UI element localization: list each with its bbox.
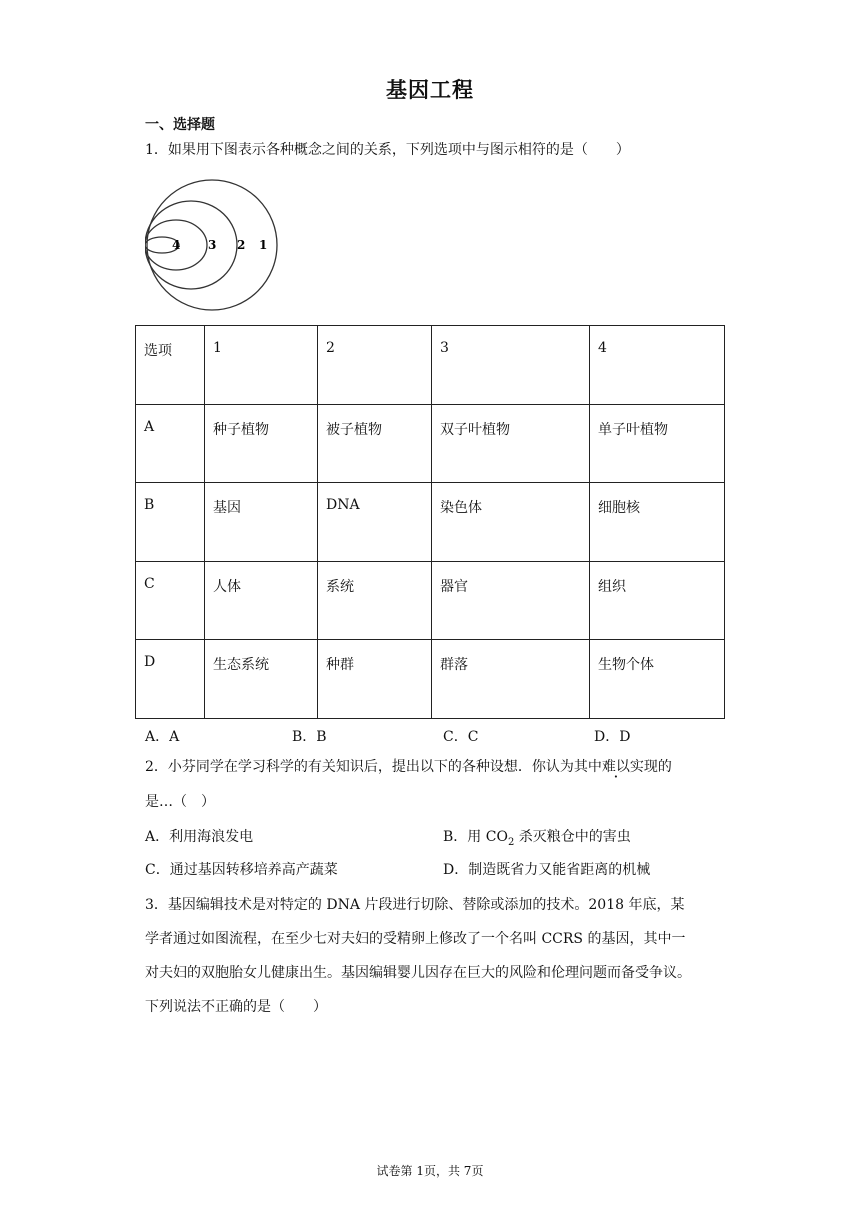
q2-emphasis: 难以 [601,759,630,775]
table-cell: 生物个体 [590,640,725,719]
table-cell: 选项 [136,326,205,405]
question-1-stem: 1．如果用下图表示各种概念之间的关系，下列选项中与图示相符的是（ ） [145,142,630,158]
table-cell: 器官 [432,561,590,640]
section-heading: 一、选择题 [145,117,215,133]
q2-choice-d[interactable]: D．制造既省力又能省距离的机械 [443,862,651,878]
table-row [136,561,725,640]
concept-label-4: 4 [172,238,181,252]
table-row [136,483,725,562]
options-table [135,325,725,719]
table-cell: 单子叶植物 [590,404,725,483]
table-cell: A [136,404,205,483]
table-cell: 种群 [318,640,432,719]
page-footer: 试卷第 1页，共 7页 [376,1164,484,1178]
q2-choice-b[interactable] [443,827,631,853]
q1-choice-a[interactable]: A．A [145,729,180,745]
table-cell: 双子叶植物 [432,404,590,483]
table-cell: C [136,561,205,640]
table-cell: 组织 [590,561,725,640]
table-cell: DNA [318,483,432,562]
table-cell: 细胞核 [590,483,725,562]
table-cell: D [136,640,205,719]
table-cell: 生态系统 [205,640,318,719]
table-cell: 群落 [432,640,590,719]
table-cell: 2 [318,326,432,405]
q1-choice-d[interactable]: D．D [594,729,631,745]
table-row [136,404,725,483]
table-cell: 被子植物 [318,404,432,483]
table-row [136,640,725,719]
concept-ellipse-2 [145,201,237,289]
q2-choice-b-pre: B．用 CO [443,829,508,845]
question-3-line-1: 3．基因编辑技术是对特定的 DNA 片段进行切除、替除或添加的技术。2018 年底，某 [145,897,685,913]
table-cell: 种子植物 [205,404,318,483]
question-3-line-4: 下列说法不正确的是（ ） [145,999,327,1015]
page-title: 基因工程 [386,78,474,102]
q2-choice-c[interactable]: C．通过基因转移培养高产蔬菜 [145,862,338,878]
table-cell: 系统 [318,561,432,640]
table-cell: B [136,483,205,562]
table-cell: 基因 [205,483,318,562]
table-cell: 4 [590,326,725,405]
q1-choice-b[interactable]: B．B [292,729,327,745]
q2-choice-b-post: 杀灭粮仓中的害虫 [514,829,631,845]
concept-label-1: 1 [259,238,268,252]
concept-label-2: 2 [237,238,246,252]
table-cell: 3 [432,326,590,405]
table-cell: 1 [205,326,318,405]
q2-choice-a[interactable]: A．利用海浪发电 [145,829,254,845]
table-cell: 染色体 [432,483,590,562]
table-row [136,326,725,405]
question-3-line-3: 对夫妇的双胞胎女儿健康出生。基因编辑婴儿因存在巨大的风险和伦理问题而备受争议。 [145,965,691,981]
concept-label-3: 3 [208,238,217,252]
table-cell: 人体 [205,561,318,640]
q2-stem-text-end: 实现的 [629,759,672,775]
q1-choice-c[interactable]: C．C [443,729,479,745]
concept-diagram [145,178,285,314]
q2-choice-b-sub: 2 [507,836,515,848]
q2-stem-text: 2．小芬同学在学习科学的有关知识后，提出以下的各种设想．你认为其中 [145,759,602,775]
question-2-stem-line2: 是…（ ） [145,794,215,810]
question-3-line-2: 学者通过如图流程，在至少七对夫妇的受精卵上修改了一个名叫 CCRS 的基因，其中一 [145,931,686,947]
question-2-stem [145,757,672,777]
